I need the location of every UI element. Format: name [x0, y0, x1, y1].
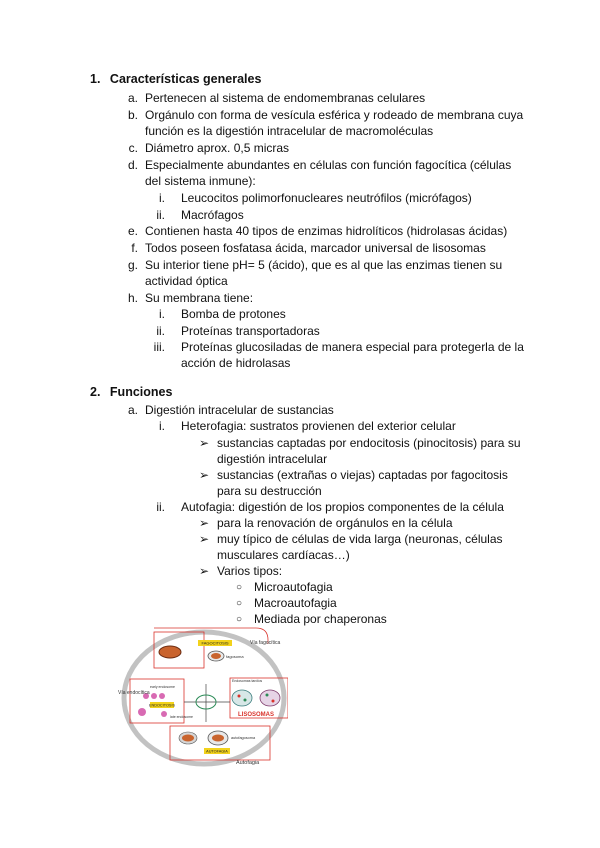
autofagia-label: AUTOFAGIA [206, 749, 228, 754]
sub-text-line1: Proteínas glucosiladas de manera especial para protegerla de la [181, 340, 524, 354]
marker: g. [127, 258, 138, 272]
sub-text: Autofagia: digestión de los propios componentes de la célula [181, 500, 504, 514]
marker: ii. [156, 500, 165, 514]
item-text-line2: actividad óptica [145, 274, 228, 288]
type-text: Microautofagia [254, 580, 333, 594]
bacterium-icon [159, 646, 181, 658]
arrow-bullet-icon: ➢ [199, 532, 210, 546]
item-text-line1: Especialmente abundantes en células con función fagocítica (células [145, 158, 512, 172]
mitochondria-inner-icon [182, 735, 194, 742]
early-endosome-label: early endosome [150, 685, 175, 689]
item-1g-cont [145, 274, 228, 289]
type-text: Mediada por chaperonas [254, 612, 387, 626]
autophagosome-inner-icon [212, 735, 224, 742]
item-1d-cont [145, 174, 256, 189]
bullet-text: para la renovación de orgánulos en la célula [217, 516, 453, 530]
section2-title: Funciones [109, 385, 173, 399]
section1-heading [90, 72, 261, 87]
bullet-text-line2: para su destrucción [217, 484, 322, 498]
autofagia-title: Autofagia [236, 760, 260, 766]
lysosome-icon [260, 690, 280, 706]
enzyme-dot-icon [244, 699, 247, 702]
arrow-bullet-icon: ➢ [199, 436, 210, 450]
marker: e. [127, 224, 138, 238]
sub-text: Leucocitos polimorfonucleares neutrófilos (micrófagos) [181, 191, 472, 205]
phagosome-bacterium-icon [211, 653, 221, 659]
section2-number: 2. [90, 385, 101, 399]
auto-bullet-2-cont [217, 548, 350, 563]
lysosome-icon [232, 690, 252, 706]
fagocitosis-label: FAGOCITOSIS [201, 640, 229, 646]
marker: a. [127, 403, 138, 417]
item-text-line1: Orgánulo con forma de vesícula esférica y rodeado de membrana cuya [145, 108, 524, 122]
autofagosoma-label: autofagosoma [231, 736, 256, 740]
bullet-text-line1: muy típico de células de vida larga (neuronas, células [217, 532, 503, 546]
late-endosome-icon [161, 711, 167, 717]
marker: f. [131, 241, 138, 255]
late-endosome-label: late endosome [170, 715, 193, 719]
item-text-line2: función es la digestión intracelular de macromoléculas [145, 124, 434, 138]
section2-heading [90, 385, 172, 400]
type-text: Macroautofagia [254, 596, 337, 610]
arrow-bullet-icon: ➢ [199, 564, 210, 578]
marker: i. [159, 307, 165, 321]
circle-bullet-icon: ○ [236, 614, 243, 625]
arrow-bullet-icon: ➢ [199, 516, 210, 530]
enzyme-dot-icon [238, 695, 241, 698]
sub-text: Proteínas transportadoras [181, 324, 320, 338]
fagosoma-label: fagosoma [226, 654, 244, 659]
marker: d. [127, 158, 138, 172]
marker: c. [128, 141, 138, 155]
marker: ii. [156, 208, 165, 222]
section1-title: Características generales [109, 72, 262, 86]
bullet-text-line1: sustancias (extrañas o viejas) captadas por fagocitosis [217, 468, 508, 482]
marker: i. [159, 191, 165, 205]
early-endosome-icon [151, 693, 157, 699]
item-text: Diámetro aprox. 0,5 micras [145, 141, 290, 155]
item-text-line1: Su interior tiene pH= 5 (ácido), que es al que las enzimas tienen su [145, 258, 503, 272]
circle-bullet-icon: ○ [236, 598, 243, 609]
item-text: Todos poseen fosfatasa ácida, marcador universal de lisosomas [145, 241, 486, 255]
marker: h. [127, 291, 138, 305]
item-text: Contienen hasta 40 tipos de enzimas hidrolíticos (hidrolasas ácidas) [145, 224, 508, 238]
endocitosis-label: ENDOCITOSIS [148, 703, 176, 708]
via-fagocitica-label: Vía fagocítica [250, 640, 281, 646]
item-text-line2: del sistema inmune): [145, 174, 256, 188]
bullet-text-line2: musculares cardíacas…) [217, 548, 350, 562]
item-text: Pertenecen al sistema de endomembranas celulares [145, 91, 426, 105]
circle-bullet-icon: ○ [236, 582, 243, 593]
sub-text: Macrófagos [181, 208, 244, 222]
via-endocitica-label: Vía endocítica [118, 690, 150, 696]
arrow-bullet-icon: ➢ [199, 468, 210, 482]
marker: i. [159, 419, 165, 433]
marker: a. [127, 91, 138, 105]
hetero-bullet-2-cont [217, 484, 322, 499]
sub-text: Heterofagia: sustratos provienen del exterior celular [181, 419, 456, 433]
marker: ii. [156, 324, 165, 338]
lysosome-pathways-figure [118, 622, 288, 772]
item-text: Digestión intracelular de sustancias [145, 403, 334, 417]
lisosomas-label: LISOSOMAS [238, 712, 275, 718]
bullet-text-line2: digestión intracelular [217, 452, 328, 466]
hetero-bullet-1-cont [217, 452, 327, 467]
sub-text: Bomba de protones [181, 307, 286, 321]
endosomas-tardios-label: Endosomas tardíos [232, 679, 263, 683]
section1-number: 1. [90, 72, 101, 86]
item-1b-cont [145, 124, 433, 139]
enzyme-dot-icon [266, 694, 269, 697]
bullet-text: Varios tipos: [217, 564, 283, 578]
bullet-text-line1: sustancias captadas por endocitosis (pinocitosis) para su [217, 436, 521, 450]
early-endosome-icon [159, 693, 165, 699]
marker: iii. [153, 340, 165, 354]
late-endosome-icon [138, 708, 146, 716]
sub-text-line2: acción de hidrolasas [181, 356, 291, 370]
enzyme-dot-icon [272, 700, 275, 703]
marker: b. [127, 108, 138, 122]
item-text: Su membrana tiene: [145, 291, 254, 305]
item-1h-iii-cont [181, 356, 290, 371]
